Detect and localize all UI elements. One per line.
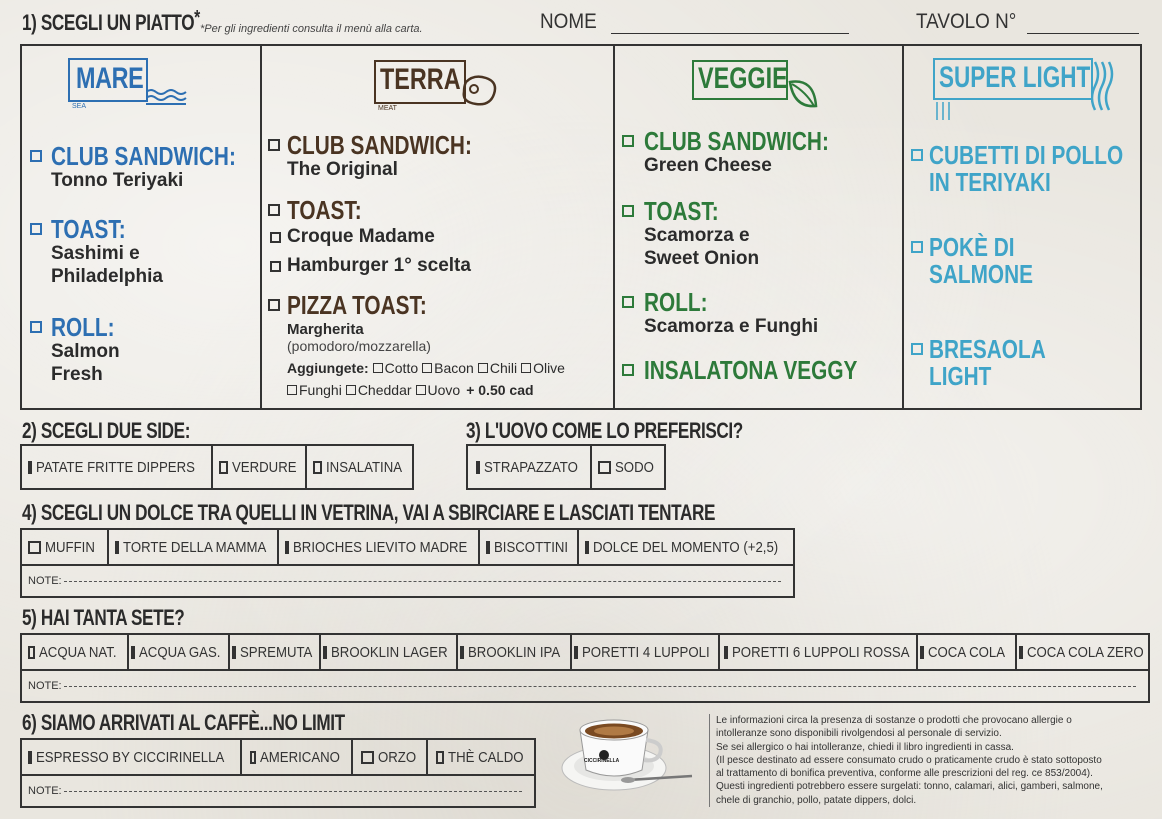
section-2-title: 2) SCEGLI DUE SIDE: [22,418,191,443]
item-line: Scamorza e Funghi [644,316,819,338]
table-label: TAVOLO N° [916,10,1017,33]
checkbox[interactable] [1019,646,1023,659]
item-title: PIZZA TOAST: [287,290,427,320]
extra-label: Uovo [427,382,461,398]
option-label: ORZO [378,748,417,766]
checkbox[interactable] [724,646,728,659]
dessert-option-4[interactable] [480,530,579,564]
disclaimer-line: (Il pesce destinato ad essere consumato crudo o praticamente crudo è stato sottoposto [716,754,1102,766]
checkbox[interactable] [476,461,480,474]
light-item-bresaola[interactable] [911,336,1075,391]
egg-option-1[interactable] [468,446,592,488]
option-label: ACQUA NAT. [38,643,117,661]
section-6-title: 6) SIAMO ARRIVATI AL CAFFÈ...NO LIMIT [22,710,345,735]
cup-brand-label: CICCIRINELLA [584,758,620,764]
dessert-option-5[interactable] [579,530,793,564]
drink-option-4[interactable] [321,635,458,669]
item-line: Sashimi e [51,243,140,265]
table-line [1027,16,1139,34]
extra-label: Funghi [299,382,342,398]
checkbox[interactable] [346,385,356,395]
option-label: PORETTI 6 LUPPOLI ROSSA [732,643,910,661]
checkbox[interactable] [30,150,42,162]
waves-icon [1091,60,1115,116]
item-line: CUBETTI DI POLLO [929,140,1124,170]
item-line: LIGHT [929,361,992,392]
terra-toast-option-1[interactable] [270,226,435,249]
pizza-name: Margherita [287,321,364,339]
checkbox[interactable] [323,646,327,659]
leaf-icon [786,76,820,112]
dessert-option-2[interactable] [109,530,279,564]
light-logo [933,58,1123,122]
checkbox[interactable] [250,751,256,764]
extra-label: Cheddar [357,382,412,398]
checkbox[interactable] [313,461,322,474]
egg-option-2[interactable] [592,446,664,488]
option-label: MUFFIN [45,538,95,556]
table-field[interactable] [916,10,1139,34]
wave-icon [146,86,188,110]
pizza-extras-row-1 [287,360,565,376]
veggie-logo-text: VEGGIE [698,62,788,95]
checkbox[interactable] [416,385,426,395]
asterisk: * [194,7,200,29]
mare-logo-text: MARE [76,62,144,95]
checkbox[interactable] [486,541,490,554]
checkbox[interactable] [911,241,923,253]
checkbox[interactable] [28,541,41,554]
name-field[interactable] [540,10,849,34]
option-label: DOLCE DEL MOMENTO (+2,5) [593,538,779,556]
mare-item-roll[interactable] [30,314,130,387]
veggie-logo [692,60,822,114]
disclaimer-line: intolleranze sono disponibili rivolgendosi al personale di servizio. [716,728,1002,740]
dessert-option-3[interactable] [279,530,480,564]
item-line: Philadelphia [51,266,163,288]
dessert-box [20,528,795,598]
dessert-note-field[interactable] [22,566,793,596]
drink-option-3[interactable] [230,635,321,669]
checkbox[interactable] [361,751,374,764]
checkbox[interactable] [268,204,280,216]
checkbox[interactable] [30,321,42,333]
disclaimer-line: Se sei allergico o hai intolleranze, chiedi il libro ingredienti in cassa. [716,741,1014,753]
checkbox[interactable] [270,232,281,243]
checkbox[interactable] [521,363,531,373]
extra-label: Chili [489,360,518,376]
checkbox[interactable] [622,205,634,217]
terra-item-club[interactable] [268,132,518,182]
terra-item-pizza[interactable] [268,292,462,354]
section-5-title: 5) HAI TANTA SETE? [22,605,185,630]
option-label: BROOKLIN IPA [468,643,561,661]
drink-option-1[interactable] [22,635,129,669]
egg-box [466,444,666,490]
option-label: ACQUA GAS. [139,643,221,661]
checkbox[interactable] [478,363,488,373]
checkbox[interactable] [131,646,135,659]
option-label: AMERICANO [260,748,341,766]
light-item-poke[interactable] [911,234,1059,289]
drink-option-2[interactable] [129,635,230,669]
terra-logo-text: TERRA [380,63,461,96]
option-label: BISCOTTINI [494,538,569,556]
checkbox[interactable] [287,385,297,395]
steak-icon [460,74,500,108]
item-title: CLUB SANDWICH: [644,126,829,156]
disclaimer-line: Questi ingredienti potrebbero essere surgelati: tonno, calamari, alici, gamberi, salmone, [716,781,1103,793]
terra-logo [374,60,504,114]
espresso-cup-image [548,712,694,794]
option-label: THÈ CALDO [448,748,524,766]
drinks-note-field[interactable] [22,671,1148,701]
option-label: INSALATINA [325,458,402,476]
item-title: ROLL: [51,312,115,342]
checkbox[interactable] [28,751,32,764]
option-label: COCA COLA [928,643,1006,661]
terra-toast-option-2[interactable] [270,255,471,278]
option-label: PATATE FRITTE DIPPERS [36,458,195,476]
note-line [64,581,781,582]
name-line [611,16,849,34]
checkbox[interactable] [268,139,280,151]
light-logo-text: SUPER LIGHT [939,61,1091,94]
coffee-box [20,738,536,808]
drink-option-6[interactable] [572,635,720,669]
disclaimer-line: Le informazioni circa la presenza di sostanze o prodotti che provocano allergie o [716,715,1072,726]
section-1-label: 1) SCEGLI UN PIATTO [22,10,195,35]
pizza-extras-row-2 [287,382,534,398]
option-label: SPREMUTA [240,643,313,661]
disclaimer-line: al trattamento di bonifica preventiva, conforme alle prescrizioni del reg. ce 853/2004). [716,768,1093,780]
divider-2 [613,46,615,408]
checkbox[interactable] [622,135,634,147]
item-title: INSALATONA VEGGY [644,355,858,385]
note-label: NOTE: [28,575,62,587]
option-label: BRIOCHES LIEVITO MADRE [293,538,468,556]
item-line: POKÈ DI [929,232,1015,262]
option-label: PORETTI 4 LUPPOLI [582,643,710,661]
checkbox[interactable] [911,343,923,355]
allergen-disclaimer [709,714,1149,807]
coffee-option-4[interactable] [428,740,534,774]
extra-label: Cotto [384,360,419,376]
checkbox[interactable] [28,461,32,474]
item-line: BRESAOLA [929,334,1046,364]
checkbox[interactable] [268,299,280,311]
checkbox[interactable] [422,363,432,373]
option-label: ESPRESSO BY CICCIRINELLA [36,748,225,766]
note-label: NOTE: [28,785,62,797]
item-title: TOAST: [644,196,719,226]
drinks-options-row [22,635,1148,671]
veggie-item-club[interactable] [622,128,875,178]
item-line: Salmon [51,341,120,363]
extra-label: Bacon [434,360,474,376]
option-label: STRAPAZZATO [484,458,578,476]
mare-logo-sub: SEA [72,103,87,110]
item-title: CLUB SANDWICH: [51,141,236,171]
checkbox[interactable] [232,646,236,659]
mare-logo [68,58,188,114]
coffee-option-2[interactable] [242,740,353,774]
drinks-box [20,633,1150,703]
item-line: Tonno Teriyaki [51,170,184,192]
side-option-3[interactable] [307,446,412,488]
checkbox[interactable] [373,363,383,373]
terra-logo-sub: MEAT [378,105,397,112]
section-4-title: 4) SCEGLI UN DOLCE TRA QUELLI IN VETRINA, VAI A SBIRCIARE E LASCIATI TENTARE [22,500,716,525]
checkbox[interactable] [28,646,35,659]
extras-price: + 0.50 cad [466,382,534,398]
checkbox[interactable] [622,296,634,308]
coffee-option-3[interactable] [353,740,428,774]
veggie-item-roll[interactable] [622,289,818,339]
drink-option-5[interactable] [458,635,572,669]
item-line: Sweet Onion [644,248,760,270]
option-label: Hamburger 1° scelta [287,255,471,276]
veggie-item-toast[interactable] [622,198,759,271]
note-line [64,686,1136,687]
item-title: ROLL: [644,287,708,317]
terra-item-toast [268,197,380,224]
drip-lines-icon [933,102,953,122]
side-option-2[interactable] [213,446,307,488]
drink-option-9[interactable] [1017,635,1148,669]
checkbox[interactable] [270,261,281,272]
note-line [64,791,522,792]
item-line: Scamorza e [644,225,750,247]
checkbox[interactable] [574,646,578,659]
divider-1 [260,46,262,408]
coffee-note-field[interactable] [22,776,534,806]
side-option-1[interactable] [22,446,213,488]
checkbox[interactable] [460,646,464,659]
section-3-title: 3) L'UOVO COME LO PREFERISCI? [466,418,743,443]
option-label: VERDURE [231,458,297,476]
item-title: TOAST: [51,214,126,244]
sides-box [20,444,414,490]
dessert-option-1[interactable] [22,530,109,564]
mare-item-club[interactable] [30,143,282,193]
checkbox[interactable] [436,751,444,764]
checkbox[interactable] [598,461,611,474]
checkbox[interactable] [285,541,289,554]
name-label: NOME [540,10,597,33]
checkbox[interactable] [585,541,589,554]
note-label: NOTE: [28,680,62,692]
mare-item-toast[interactable] [30,216,163,289]
item-title: CLUB SANDWICH: [287,130,472,160]
checkbox[interactable] [115,541,119,554]
checkbox[interactable] [30,223,42,235]
item-line: IN TERIYAKI [929,167,1051,198]
aggiungete-label: Aggiungete: [287,360,369,376]
coffee-options-row [22,740,534,776]
extra-label: Olive [533,360,565,376]
pizza-desc: (pomodoro/mozzarella) [287,338,431,355]
checkbox[interactable] [911,149,923,161]
option-label: COCA COLA ZERO [1027,643,1144,661]
option-label: Croque Madame [287,226,435,247]
item-title: TOAST: [287,195,362,225]
item-line: Fresh [51,364,103,386]
divider-3 [902,46,904,408]
drink-option-7[interactable] [720,635,918,669]
drink-option-8[interactable] [918,635,1017,669]
coffee-option-1[interactable] [22,740,242,774]
disclaimer-line: chele di granchio, pollo, patate dippers, dolci. [716,794,917,806]
option-label: BROOKLIN LAGER [331,643,448,661]
option-label: SODO [615,458,654,476]
veggie-item-insalatona[interactable] [622,357,911,384]
ingredients-note: *Per gli ingredienti consulta il menù alla carta. [200,23,423,35]
item-line: Green Cheese [644,155,772,177]
light-item-pollo[interactable] [911,142,1162,197]
checkbox[interactable] [622,364,634,376]
item-line: SALMONE [929,259,1033,290]
option-label: TORTE DELLA MAMMA [123,538,267,556]
item-line: The Original [287,159,398,181]
checkbox[interactable] [219,461,228,474]
dessert-options-row [22,530,793,566]
checkbox[interactable] [920,646,924,659]
